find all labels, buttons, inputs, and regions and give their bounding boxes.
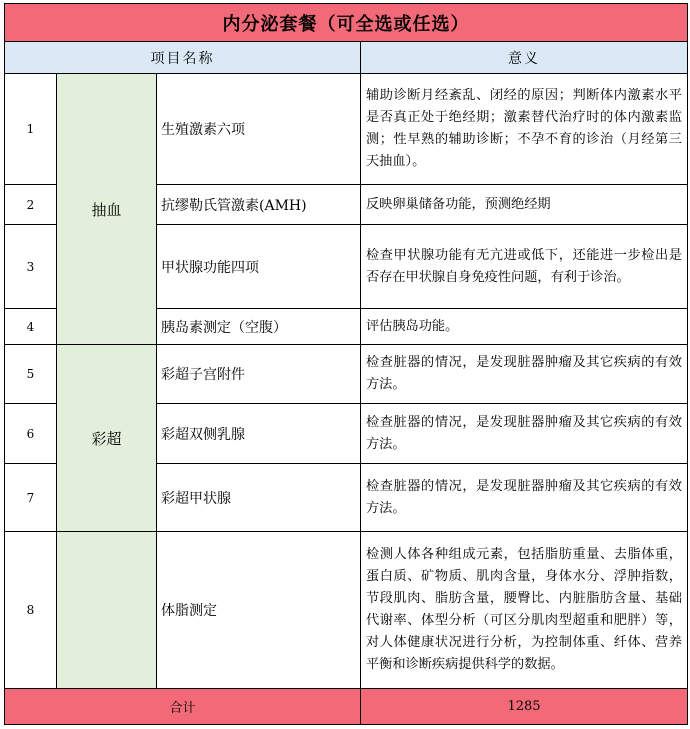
row-number: 8 [5, 532, 57, 689]
header-meaning: 意义 [361, 42, 688, 74]
item-meaning: 检查脏器的情况，是发现脏器肿瘤及其它疾病的有效方法。 [361, 404, 688, 464]
category-blood: 抽血 [57, 74, 157, 345]
footer-label: 合计 [5, 689, 361, 725]
item-name: 彩超双侧乳腺 [157, 404, 361, 464]
category-ultrasound: 彩超 [57, 345, 157, 532]
row-number: 1 [5, 74, 57, 185]
row-number: 7 [5, 464, 57, 532]
header-row [5, 42, 688, 74]
table-row [5, 74, 688, 185]
item-name: 生殖激素六项 [157, 74, 361, 185]
row-number: 3 [5, 225, 57, 309]
title-row [5, 4, 688, 42]
table-row [5, 345, 688, 404]
item-name: 彩超子宫附件 [157, 345, 361, 404]
table-row [5, 532, 688, 689]
footer-row [5, 689, 688, 725]
footer-total: 1285 [361, 689, 688, 725]
item-meaning: 检查脏器的情况，是发现脏器肿瘤及其它疾病的有效方法。 [361, 464, 688, 532]
item-meaning: 反映卵巢储备功能，预测绝经期 [361, 185, 688, 225]
item-meaning: 检查脏器的情况，是发现脏器肿瘤及其它疾病的有效方法。 [361, 345, 688, 404]
item-name: 彩超甲状腺 [157, 464, 361, 532]
header-item-name: 项目名称 [5, 42, 361, 74]
item-name: 体脂测定 [157, 532, 361, 689]
item-meaning: 辅助诊断月经紊乱、闭经的原因；判断体内激素水平是否真正处于绝经期；激素替代治疗时的体内激素监测；性早熟的辅助诊断；不孕不育的诊治（月经第三天抽血）。 [361, 74, 688, 185]
package-table [4, 3, 688, 725]
row-number: 5 [5, 345, 57, 404]
row-number: 2 [5, 185, 57, 225]
item-name: 抗缪勒氏管激素(AMH) [157, 185, 361, 225]
category-empty [57, 532, 157, 689]
item-meaning: 检测人体各种组成元素，包括脂肪重量、去脂体重，蛋白质、矿物质、肌肉含量，身体水分、浮肿指数，节段肌肉、脂肪含量，腰臀比、内脏脂肪含量、基础代谢率、体型分析（可区分肌肉型超重和肥胖）等，对人体健康状况进行分析，为控制体重、纤体、营养平衡和诊断疾病提供科学的数据。 [361, 532, 688, 689]
item-meaning: 检查甲状腺功能有无亢进或低下，还能进一步检出是否存在甲状腺自身免疫性问题，有利于诊治。 [361, 225, 688, 309]
table-title: 内分泌套餐（可全选或任选） [5, 4, 688, 42]
row-number: 6 [5, 404, 57, 464]
item-name: 甲状腺功能四项 [157, 225, 361, 309]
item-name: 胰岛素测定（空腹） [157, 309, 361, 345]
package-sheet [4, 3, 687, 725]
item-meaning: 评估胰岛功能。 [361, 309, 688, 345]
row-number: 4 [5, 309, 57, 345]
